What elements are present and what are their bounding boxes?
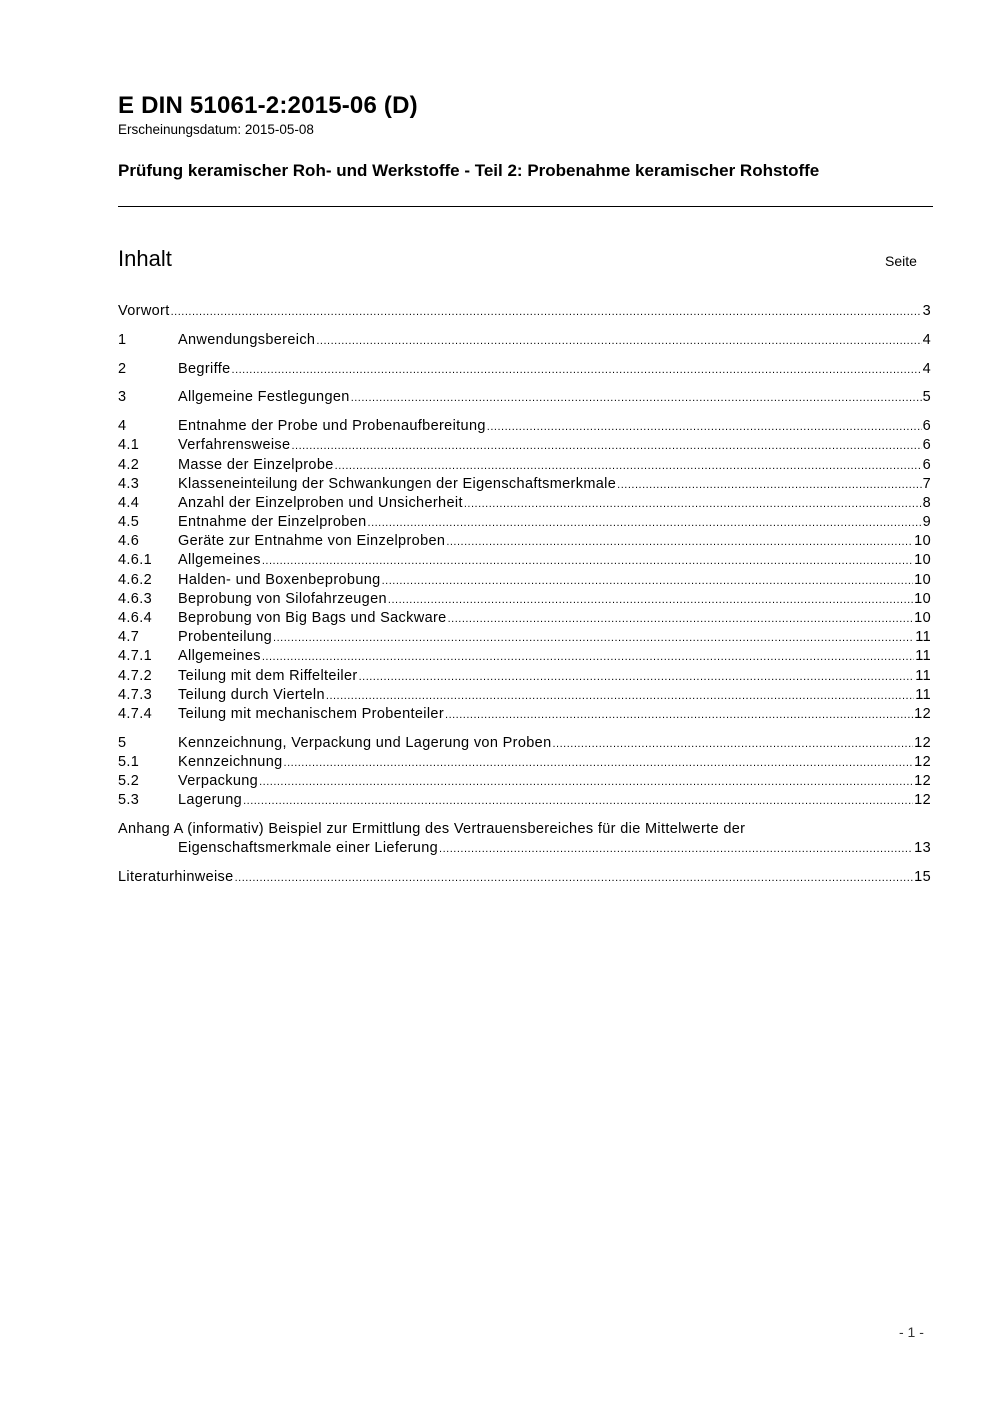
toc-entry-text: Teilung durch Vierteln (178, 686, 325, 703)
toc-entry-page: 10 (914, 590, 931, 607)
toc-entry-text: Geräte zur Entnahme von Einzelproben (178, 533, 446, 550)
toc-entry-page: 4 (922, 331, 931, 348)
dot-leader (617, 475, 921, 495)
dot-leader (335, 456, 922, 476)
dot-leader (359, 667, 915, 687)
dot-leader (388, 590, 913, 610)
toc-entry-page: 6 (922, 437, 931, 454)
toc-entry[interactable] (118, 331, 931, 350)
toc-entry-number: 2 (118, 360, 127, 377)
toc-entry-page: 12 (914, 773, 931, 790)
toc-entry[interactable] (118, 360, 931, 379)
toc-entry-text: Literaturhinweise (118, 869, 234, 886)
toc-entry-annex-a[interactable] (118, 820, 931, 858)
toc-entry-number: 5.3 (118, 792, 140, 809)
dot-leader (171, 302, 922, 322)
toc-entry-page: 5 (922, 389, 931, 406)
dot-leader (448, 609, 914, 629)
toc-entry-text: Probenteilung (178, 629, 273, 646)
dot-leader (235, 868, 914, 888)
toc-entry-number: 4.4 (118, 494, 140, 511)
toc-entry[interactable] (118, 628, 931, 647)
toc-entry-number: 4.7.3 (118, 686, 152, 703)
dot-leader (439, 839, 913, 859)
toc-heading: Inhalt (118, 246, 172, 271)
toc-entry[interactable] (118, 667, 931, 686)
dot-leader (445, 705, 913, 725)
title-underline (118, 206, 933, 207)
toc-entry-page: 10 (914, 610, 931, 626)
toc-entry-text: Teilung mit dem Riffelteiler (178, 667, 358, 684)
toc-entry-number: 4.3 (118, 475, 140, 492)
toc-entry-page: 6 (922, 456, 931, 473)
dot-leader (262, 647, 914, 667)
toc-entry-text: Allgemeine Festlegungen (178, 389, 350, 406)
toc-entry-page: 11 (915, 667, 931, 684)
toc-entry-page: 8 (922, 494, 931, 511)
toc-entry-number: 4.6.2 (118, 571, 152, 588)
toc-entry[interactable] (118, 734, 931, 753)
toc-entry-number: 4.6 (118, 533, 140, 550)
toc-entry-number: 4.7.2 (118, 667, 152, 684)
toc-entry-number: 4.6.1 (118, 552, 152, 569)
dot-leader (326, 686, 914, 706)
toc-entry-number: 4 (118, 418, 127, 435)
dot-leader (262, 551, 913, 571)
toc-entry-number: 1 (118, 331, 127, 348)
toc-entry-number: 5 (118, 734, 127, 751)
toc-entry-text: Kennzeichnung (178, 753, 283, 770)
toc-entry-number: 3 (118, 389, 127, 406)
toc-entry-page: 10 (914, 571, 931, 588)
dot-leader (259, 772, 913, 792)
toc-entry[interactable] (118, 609, 931, 628)
toc-entry-page: 11 (915, 648, 931, 665)
toc-entry-number: 5.2 (118, 773, 140, 790)
toc-entry-number: 4.7.1 (118, 648, 152, 665)
dot-leader (273, 628, 914, 648)
toc-entry[interactable] (118, 791, 931, 810)
toc-entry[interactable] (118, 494, 931, 513)
table-of-contents (118, 302, 931, 887)
toc-entry-page: 9 (922, 514, 931, 531)
publication-date: Erscheinungsdatum: 2015-05-08 (118, 122, 314, 137)
toc-entry-number: 4.7.4 (118, 705, 152, 722)
dot-leader (368, 513, 922, 533)
toc-entry[interactable] (118, 513, 931, 532)
toc-entry[interactable] (118, 590, 931, 609)
toc-entry-text: Halden- und Boxenbeprobung (178, 571, 381, 588)
toc-entry[interactable] (118, 571, 931, 590)
toc-entry-number: 4.6.4 (118, 610, 152, 626)
toc-entry-text: Entnahme der Einzelproben (178, 514, 367, 531)
dot-leader (446, 532, 913, 552)
toc-entry[interactable] (118, 532, 931, 551)
toc-entry-text: Begriffe (178, 360, 231, 377)
toc-entry[interactable] (118, 686, 931, 705)
toc-entry-page: 12 (914, 792, 931, 809)
toc-entry-number: 4.2 (118, 456, 140, 473)
toc-entry-page: 3 (922, 303, 931, 319)
toc-entry-page: 6 (922, 418, 931, 435)
dot-leader (464, 494, 922, 514)
dot-leader (316, 331, 921, 351)
dot-leader (232, 360, 922, 380)
toc-entry-literatur[interactable] (118, 868, 931, 887)
toc-entry[interactable] (118, 475, 931, 494)
dot-leader (291, 436, 921, 456)
dot-leader (487, 417, 922, 437)
toc-entry-text: Anwendungsbereich (178, 331, 316, 348)
toc-entry-page: 4 (922, 360, 931, 377)
dot-leader (382, 571, 914, 591)
toc-entry[interactable] (118, 436, 931, 455)
toc-entry-text: Beprobung von Big Bags und Sackware (178, 610, 447, 626)
toc-entry-text: Klasseneinteilung der Schwankungen der Eigenschaftsmerkmale (178, 475, 617, 492)
toc-entry-text: Lagerung (178, 792, 243, 809)
toc-entry-vorwort[interactable] (118, 302, 931, 321)
annex-title-line2-row (118, 839, 931, 858)
toc-entry-text: Verfahrensweise (178, 437, 291, 454)
page-column-label: Seite (885, 253, 917, 269)
toc-entry-page: 10 (914, 533, 931, 550)
annex-title-line1: Anhang A (informativ) Beispiel zur Ermittlung des Vertrauensbereiches für die Mittelwerte der (118, 821, 746, 838)
page-number: - 1 - (899, 1324, 924, 1340)
toc-entry[interactable] (118, 647, 931, 666)
toc-entry-text: Beprobung von Silofahrzeugen (178, 590, 387, 607)
dot-leader (284, 753, 914, 773)
toc-entry-text: Anzahl der Einzelproben und Unsicherheit (178, 494, 463, 511)
annex-title-line2: Eigenschaftsmerkmale einer Lieferung (178, 840, 439, 857)
toc-entry-text: Kennzeichnung, Verpackung und Lagerung von Proben (178, 734, 552, 751)
toc-entry-page: 13 (914, 840, 931, 857)
toc-entry[interactable] (118, 705, 931, 724)
toc-entry-text: Allgemeines (178, 648, 261, 665)
toc-entry-number: 4.7 (118, 629, 140, 646)
toc-entry-page: 12 (914, 734, 931, 751)
toc-entry-number: 5.1 (118, 753, 140, 770)
toc-entry-number: 4.6.3 (118, 590, 152, 607)
dot-leader (243, 791, 913, 811)
toc-entry[interactable] (118, 551, 931, 570)
toc-entry-text: Masse der Einzelprobe (178, 456, 334, 473)
toc-entry[interactable] (118, 417, 931, 436)
toc-entry-number: 4.1 (118, 437, 140, 454)
toc-entry-page: 7 (922, 475, 931, 492)
toc-entry-text: Entnahme der Probe und Probenaufbereitung (178, 418, 486, 435)
toc-entry-page: 10 (914, 552, 931, 569)
toc-entry-page: 12 (914, 705, 931, 722)
toc-entry-text: Verpackung (178, 773, 259, 790)
toc-entry-text: Allgemeines (178, 552, 261, 569)
document-id: E DIN 51061-2:2015-06 (D) (118, 92, 418, 119)
toc-entry-page: 11 (915, 629, 931, 646)
toc-entry[interactable] (118, 388, 931, 407)
toc-entry-page: 11 (915, 686, 931, 703)
toc-entry[interactable] (118, 753, 931, 772)
toc-entry[interactable] (118, 772, 931, 791)
toc-entry-text: Teilung mit mechanischem Probenteiler (178, 705, 445, 722)
document-title: Prüfung keramischer Roh- und Werkstoffe - Teil 2: Probenahme keramischer Rohstoffe (118, 161, 820, 180)
dot-leader (552, 734, 913, 754)
toc-entry-page: 12 (914, 753, 931, 770)
toc-entry-number: 4.5 (118, 514, 140, 531)
dot-leader (351, 388, 922, 408)
toc-entry-text: Vorwort (118, 303, 170, 319)
toc-entry[interactable] (118, 456, 931, 475)
toc-entry-page: 15 (914, 869, 931, 886)
